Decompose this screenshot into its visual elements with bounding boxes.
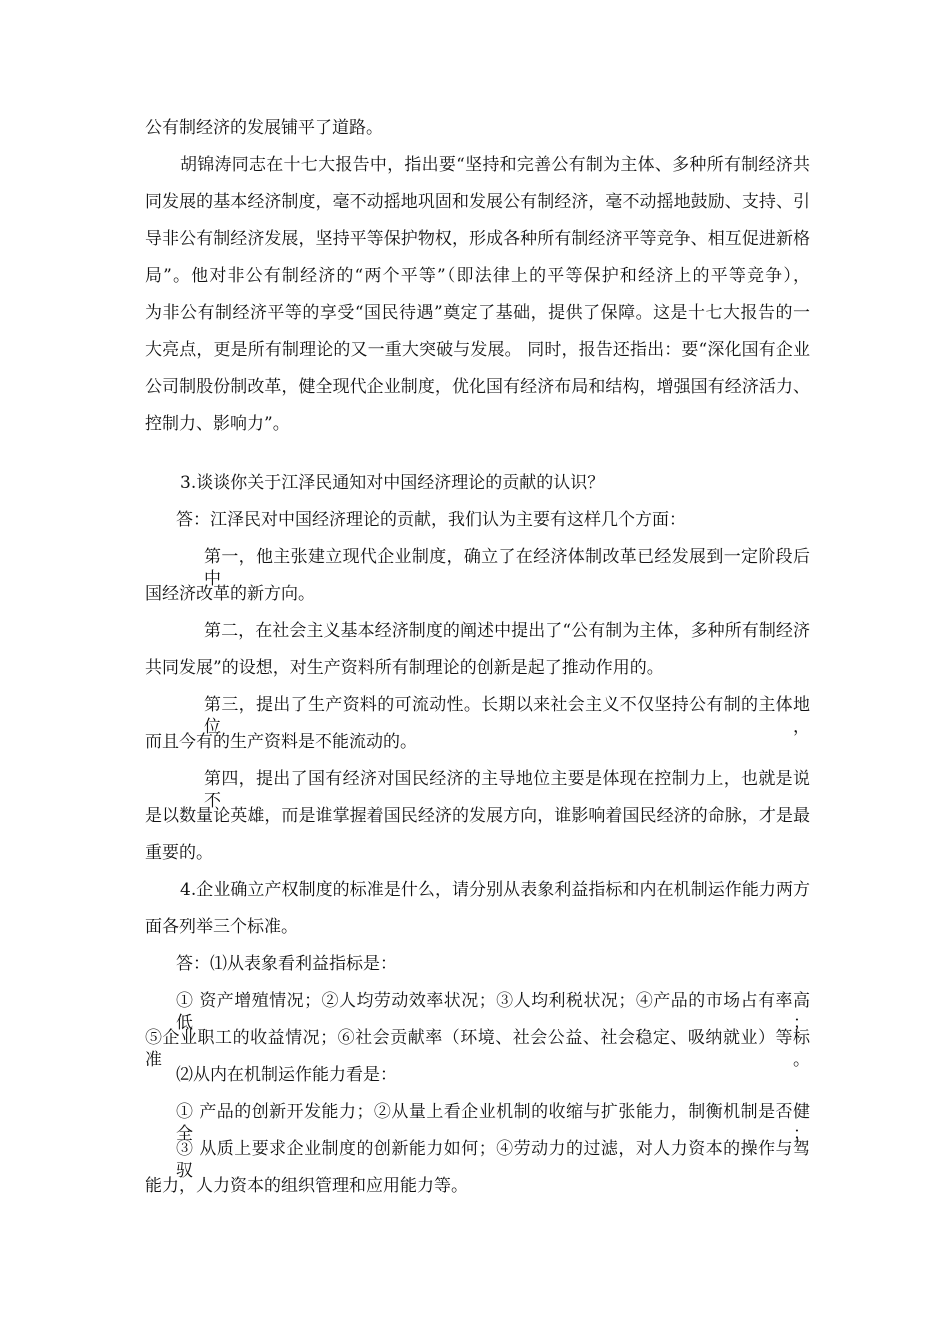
text-line: 大亮点，更是所有制理论的又一重大突破与发展。 同时，报告还指出：要“深化国有企业: [145, 340, 810, 360]
text-line: 第四，提出了国有经济对国民经济的主导地位主要是体现在控制力上，也就是说不: [204, 769, 810, 811]
text-line: 重要的。: [145, 843, 213, 863]
text-line: ① 产品的创新开发能力；②从量上看企业机制的收缩与扩张能力，制衡机制是否健全；: [176, 1102, 810, 1144]
text-line: 导非公有制经济发展，坚持平等保护物权，形成各种所有制经济平等竞争、相互促进新格: [145, 229, 810, 249]
answer-intro: 答：江泽民对中国经济理论的贡献，我们认为主要有这样几个方面：: [176, 510, 686, 530]
text-line: ⑵从内在机制运作能力看是：: [176, 1065, 397, 1085]
text-line: 局”。他对非公有制经济的“两个平等”（即法律上的平等保护和经济上的平等竞争），: [145, 266, 810, 286]
question-heading: 3.谈谈你关于江泽民通知对中国经济理论的贡献的认识？: [180, 473, 605, 493]
text-line: 控制力、影响力”。: [145, 414, 290, 434]
answer-intro: 答：⑴从表象看利益指标是：: [176, 954, 397, 974]
text-line: 而且今有的生产资料是不能流动的。: [145, 732, 417, 752]
text-line: ⑤企业职工的收益情况；⑥社会贡献率（环境、社会公益、社会稳定、吸纳就业）等标准。: [145, 1028, 810, 1070]
text-line: 第三，提出了生产资料的可流动性。长期以来社会主义不仅坚持公有制的主体地位，: [204, 695, 810, 737]
text-line: 胡锦涛同志在十七大报告中，指出要“坚持和完善公有制为主体、多种所有制经济共: [180, 155, 810, 175]
text-line: 公司制股份制改革，健全现代企业制度，优化国有经济布局和结构，增强国有经济活力、: [145, 377, 810, 397]
text-line: ③ 从质上要求企业制度的创新能力如何；④劳动力的过滤，对人力资本的操作与驾驭: [176, 1139, 810, 1181]
text-line: 第一，他主张建立现代企业制度，确立了在经济体制改革已经发展到一定阶段后中: [204, 547, 810, 589]
text-line: 公有制经济的发展铺平了道路。: [145, 118, 383, 138]
text-line: 是以数量论英雄，而是谁掌握着国民经济的发展方向，谁影响着国民经济的命脉，才是最: [145, 806, 810, 826]
text-line: 共同发展”的设想，对生产资料所有制理论的创新是起了推动作用的。: [145, 658, 664, 678]
text-line: 能力，人力资本的组织管理和应用能力等。: [145, 1176, 468, 1196]
text-line: ① 资产增殖情况；②人均劳动效率状况；③人均利税状况；④产品的市场占有率高低；: [176, 991, 810, 1033]
text-line: 第二，在社会主义基本经济制度的阐述中提出了“公有制为主体，多种所有制经济: [204, 621, 810, 641]
text-line: 面各列举三个标准。: [145, 917, 298, 937]
text-line: 国经济改革的新方向。: [145, 584, 315, 604]
question-heading: 4.企业确立产权制度的标准是什么，请分别从表象利益指标和内在机制运作能力两方: [180, 880, 810, 900]
text-line: 同发展的基本经济制度，毫不动摇地巩固和发展公有制经济，毫不动摇地鼓励、支持、引: [145, 192, 810, 212]
text-line: 为非公有制经济平等的享受“国民待遇”奠定了基础，提供了保障。这是十七大报告的一: [145, 303, 810, 323]
